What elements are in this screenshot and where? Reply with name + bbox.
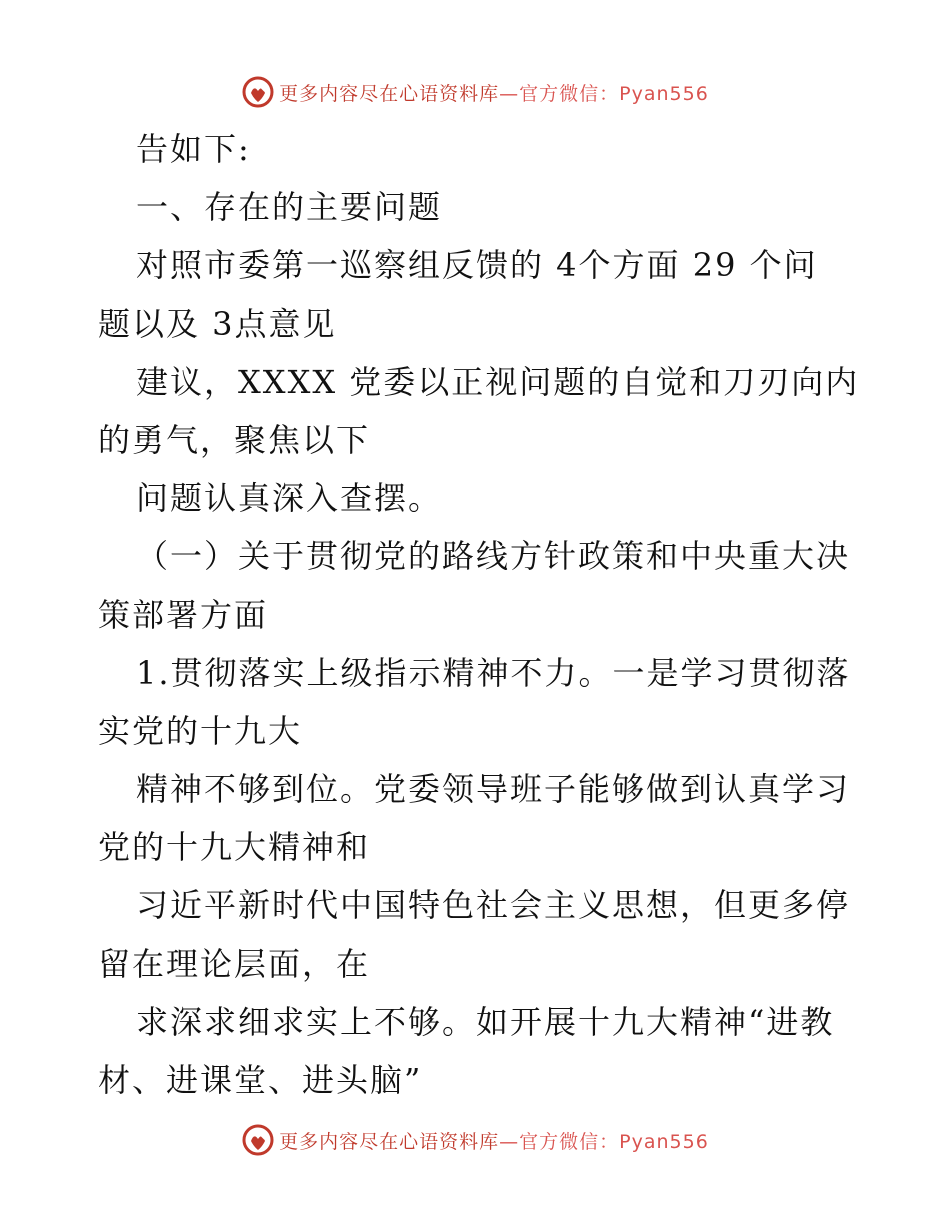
header-watermark-banner xyxy=(0,72,950,112)
text-line: 材、进课堂、进头脑” xyxy=(98,1061,423,1099)
text-line: 实党的十九大 xyxy=(98,711,303,750)
text-line: 党的十九大精神和 xyxy=(98,828,371,867)
footer-watermark-banner xyxy=(0,1120,950,1160)
text-line: 的勇气，聚焦以下 xyxy=(98,420,371,459)
text-line: 问题认真深入查摆。 xyxy=(136,479,443,518)
text-line: 策部署方面 xyxy=(98,595,269,634)
text-line: 建议，XXXX 党委以正视问题的自觉和刀刃向内 xyxy=(136,362,860,401)
banner-suffix-text: —官方微信：Pyan556 xyxy=(499,82,709,105)
heart-ring-logo-icon xyxy=(241,75,275,109)
section-heading: 一、存在的主要问题 xyxy=(136,188,443,227)
text-line: 精神不够到位。党委领导班子能够做到认真学习 xyxy=(136,770,851,809)
document-body xyxy=(98,120,858,1109)
banner-main-text: 更多内容尽在心语资料库 xyxy=(279,82,500,105)
banner-main-text: 更多内容尽在心语资料库 xyxy=(279,1130,500,1153)
text-line: 题以及 3点意见 xyxy=(98,304,337,343)
text-line: 告如下: xyxy=(136,130,251,168)
text-line: 留在理论层面，在 xyxy=(98,944,371,983)
text-line: 求深求细求实上不够。如开展十九大精神“进教 xyxy=(136,1002,835,1041)
heart-ring-logo-icon xyxy=(241,1123,275,1157)
text-line: 对照市委第一巡察组反馈的 4个方面 29 个问 xyxy=(136,246,818,285)
text-line: 习近平新时代中国特色社会主义思想，但更多停 xyxy=(136,886,851,925)
subsection-heading: （一）关于贯彻党的路线方针政策和中央重大决 xyxy=(136,537,851,576)
text-line: 1.贯彻落实上级指示精神不力。一是学习贯彻落 xyxy=(136,653,851,692)
banner-suffix-text: —官方微信：Pyan556 xyxy=(499,1130,709,1153)
